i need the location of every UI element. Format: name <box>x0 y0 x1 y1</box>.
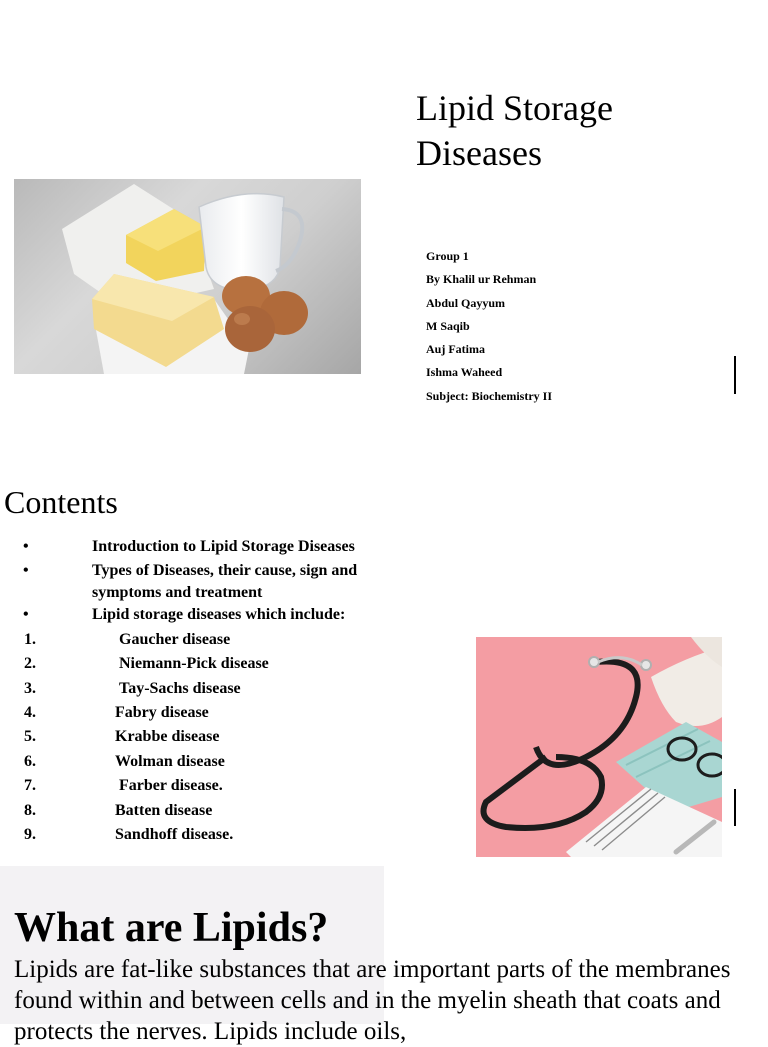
list-item <box>0 702 420 726</box>
list-item-text: Farber disease. <box>119 777 223 795</box>
list-item <box>0 629 420 653</box>
number-marker: 1. <box>24 630 36 648</box>
list-item <box>0 775 420 799</box>
list-item-text: Niemann-Pick disease <box>119 655 269 673</box>
list-item <box>0 751 420 775</box>
text-cursor <box>734 356 736 394</box>
list-item-text: Gaucher disease <box>119 630 231 648</box>
lipids-heading: What are Lipids? <box>14 905 329 951</box>
list-item <box>0 800 420 824</box>
list-item-text: Lipid storage diseases which include: <box>92 606 346 624</box>
list-item-text: Tay-Sachs disease <box>119 679 241 697</box>
number-marker: 7. <box>24 777 36 795</box>
author-item: M Saqib <box>426 318 470 333</box>
author-item: Ishma Waheed <box>426 365 503 380</box>
list-item-text: Wolman disease <box>115 752 225 770</box>
list-item <box>0 678 420 702</box>
slide-title-line2: Diseases <box>416 133 542 173</box>
list-item <box>0 604 420 628</box>
slide-title <box>416 86 746 176</box>
author-item: Group 1 <box>426 249 469 263</box>
bullet-marker: • <box>23 538 29 555</box>
list-item-text: Introduction to Lipid Storage Diseases <box>92 538 355 555</box>
list-item-text: Batten disease <box>115 801 213 819</box>
list-item <box>0 726 420 750</box>
stethoscope-photo <box>476 637 722 857</box>
list-item-text: Types of Diseases, their cause, sign and symptoms and treatment <box>92 562 358 602</box>
list-item <box>0 653 420 677</box>
stethoscope-photo-icon <box>476 637 722 857</box>
list-item <box>0 536 420 560</box>
list-item <box>0 824 420 848</box>
author-item: Abdul Qayyum <box>426 295 506 310</box>
author-item: Auj Fatima <box>426 342 485 357</box>
number-marker: 3. <box>24 679 36 697</box>
number-marker: 2. <box>24 655 36 673</box>
lipids-body-text: Lipids are fat-like substances that are important parts of the membranes found within and between cells and in the myelin sheath that coats and protects the nerves. Lipids include oils, <box>14 956 731 1045</box>
number-marker: 5. <box>24 728 36 746</box>
list-item <box>0 560 420 604</box>
author-item: By Khalil ur Rehman <box>426 272 537 287</box>
number-marker: 8. <box>24 801 36 819</box>
author-item: Subject: Biochemistry II <box>426 388 552 403</box>
number-marker: 9. <box>24 825 36 843</box>
bullet-marker: • <box>23 562 29 580</box>
bullet-marker: • <box>23 606 29 624</box>
contents-heading: Contents <box>4 484 118 520</box>
text-cursor <box>734 789 736 826</box>
author-list <box>426 248 552 411</box>
number-marker: 4. <box>24 703 36 721</box>
number-marker: 6. <box>24 752 36 770</box>
dairy-photo-icon <box>14 179 361 374</box>
list-item-text: Krabbe disease <box>115 728 220 746</box>
list-item-text: Sandhoff disease. <box>115 825 234 843</box>
dairy-photo <box>14 179 361 374</box>
list-item-text: Fabry disease <box>115 703 209 721</box>
contents-list <box>0 536 420 848</box>
slide-title-line1: Lipid Storage <box>416 88 613 128</box>
